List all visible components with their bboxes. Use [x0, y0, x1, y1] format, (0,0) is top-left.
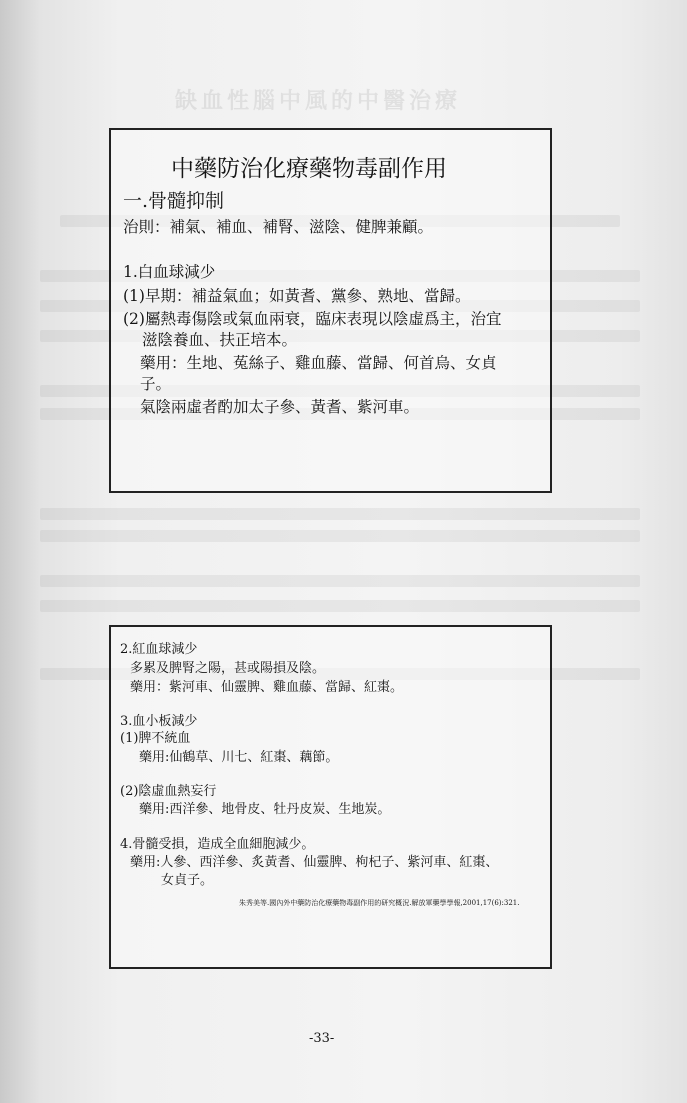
spleen-failure-title: (1)脾不統血 — [120, 731, 191, 746]
drugs-text-cont: 子。 — [140, 375, 172, 393]
slide-title: 中藥防治化療藥物毒副作用 — [171, 156, 447, 182]
marrow-drugs-cont: 女貞子。 — [161, 873, 214, 888]
rbc-drugs: 藥用：紫河車、仙靈脾、雞血藤、當歸、紅棗。 — [130, 680, 404, 695]
wbc-reduction-title: 1.白血球減少 — [123, 263, 216, 281]
citation: 朱秀美等.國內外中藥防治化療藥物毒副作用的研究概況.解放軍藥學學報,2001,17(6):321. — [239, 899, 520, 907]
marrow-damage-title: 4.骨髓受損，造成全血細胞減少。 — [120, 837, 315, 852]
treatment-principle: 治則：補氣、補血、補腎、滋陰、健脾兼顧。 — [123, 218, 434, 236]
marrow-drugs: 藥用:人參、西洋參、炙黃耆、仙靈脾、枸杞子、紫河車、紅棗、 — [130, 855, 499, 870]
rbc-description: 多累及脾腎之陽，甚或陽損及陰。 — [130, 661, 326, 676]
platelet-reduction-title: 3.血小板減少 — [120, 714, 198, 729]
bleed-through-text: 缺血性腦中風的中醫治療 — [175, 88, 462, 114]
section-heading: 一.骨髓抑制 — [123, 190, 225, 212]
qi-yin-deficiency-text: 氣陰兩虛者酌加太子參、黃耆、紫河車。 — [140, 398, 420, 416]
yin-deficiency-title: (2)陰虛血熱妄行 — [120, 784, 217, 799]
bleed-through-line — [40, 508, 640, 520]
yin-deficiency-drugs: 藥用:西洋參、地骨皮、牡丹皮炭、生地炭。 — [139, 802, 391, 817]
early-stage-text: (1)早期：補益氣血；如黃耆、黨參、熟地、當歸。 — [123, 287, 471, 305]
drugs-text: 藥用：生地、菟絲子、雞血藤、當歸、何首烏、女貞 — [140, 354, 497, 372]
slide-blood-cell-reduction — [109, 625, 552, 969]
bleed-through-line — [40, 600, 640, 612]
rbc-reduction-title: 2.紅血球減少 — [120, 642, 198, 657]
stage2-text: (2)屬熱毒傷陰或氣血兩衰，臨床表現以陰虛爲主，治宜 — [123, 310, 502, 328]
page-number: -33- — [309, 1031, 335, 1046]
bleed-through-line — [40, 530, 640, 542]
bleed-through-line — [40, 575, 640, 587]
spleen-drugs: 藥用:仙鶴草、川七、紅棗、藕節。 — [139, 750, 339, 765]
slide-bone-marrow-suppression — [109, 128, 552, 493]
stage2-text-cont: 滋陰養血、扶正培本。 — [142, 331, 298, 349]
